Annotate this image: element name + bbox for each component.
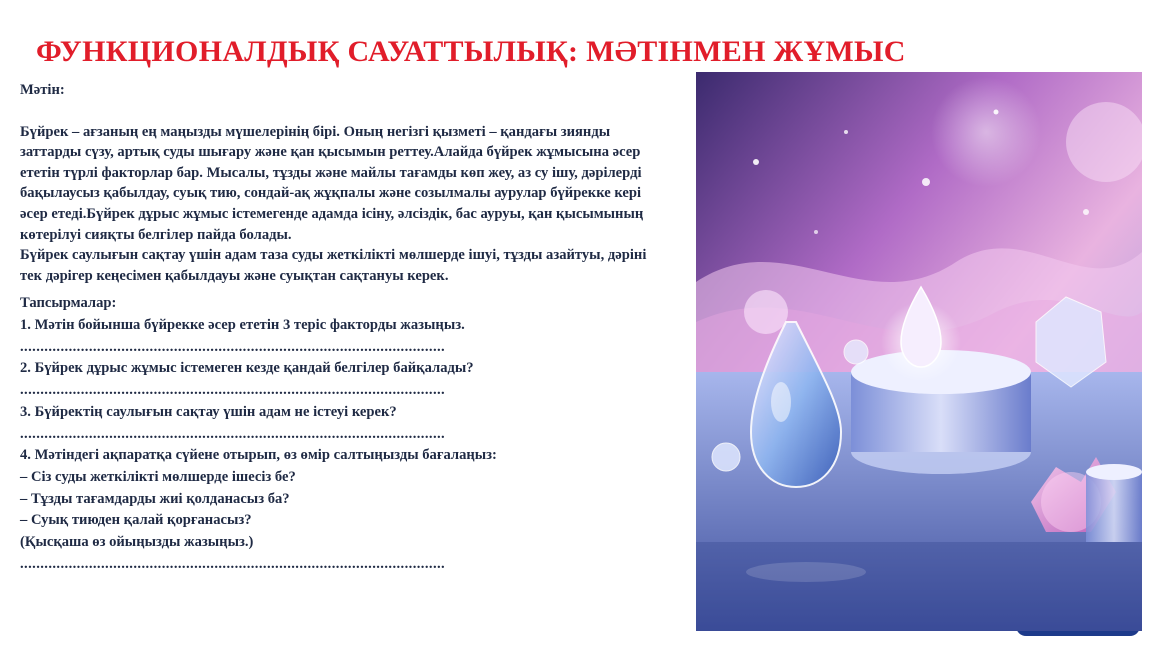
text-paragraph-1: Бүйрек – ағзаның ең маңызды мүшелерінің бірі. Оның негізгі қызметі – қандағы зиянды заттарды сүзу, артық суды шығару және қан қысымын реттеу.Алайда бүйрек жұмысына әсер ететін түрлі факторлар бар. Мысалы, тұзды және майлы тағамды көп жеу, аз су ішу, дәрілерді бақылаусыз қабылдау, суық тию, сондай-ақ жұқпалы және созылмалы аурулар бүйрекке кері әсер етеді.Бүйрек дұрыс жұмыс істемегенде адамда ісіну, әлсіздік, бас ауруы, қан қысымының көтерілуі сияқты белгілер пайда болады. xyxy=(20,123,644,243)
answer-line-1[interactable]: ......................................................................................................... xyxy=(20,338,446,355)
task-1: 1. Мәтін бойынша бүйрекке әсер ететін 3 теріс факторды жазыңыз. xyxy=(20,317,465,334)
task-2: 2. Бүйрек дұрыс жұмыс істемеген кезде қандай белгілер байқалады? xyxy=(20,360,474,377)
text-paragraph-2: Бүйрек саулығын сақтау үшін адам таза суды жеткілікті мөлшерде ішуі, тұзды азайтуы, дәріні тек дәрігер кеңесімен қабылдауы және суықтан сақтануы керек. xyxy=(20,247,647,284)
answer-line-4[interactable]: ......................................................................................................... xyxy=(20,555,446,572)
text-column xyxy=(20,80,660,575)
task-4-c: – Суық тиюден қалай қорғанасыз? xyxy=(20,512,252,529)
illustration-image xyxy=(696,72,1142,631)
tasks-heading: Тапсырмалар: xyxy=(20,295,117,312)
task-4-b: – Тұзды тағамдарды жиі қолданасыз ба? xyxy=(20,490,290,507)
task-4: 4. Мәтіндегі ақпаратқа сүйене отырып, өз өмір салтыңызды бағалаңыз: xyxy=(20,447,497,464)
tasks-block xyxy=(20,293,660,575)
task-4-a: – Сіз суды жеткілікті мөлшерде ішесіз бе? xyxy=(20,468,296,485)
text-heading: Мәтін: xyxy=(20,82,65,98)
task-3: 3. Бүйректің саулығын сақтау үшін адам не істеуі керек? xyxy=(20,403,397,420)
answer-line-2[interactable]: ......................................................................................................... xyxy=(20,382,446,399)
page-title: ФУНКЦИОНАЛДЫҚ САУАТТЫЛЫҚ: МӘТІНМЕН ЖҰМЫС xyxy=(36,35,906,68)
task-4-note: (Қысқаша өз ойыңызды жазыңыз.) xyxy=(20,534,254,551)
answer-line-3[interactable]: ......................................................................................................... xyxy=(20,425,446,442)
spacer xyxy=(20,101,660,122)
